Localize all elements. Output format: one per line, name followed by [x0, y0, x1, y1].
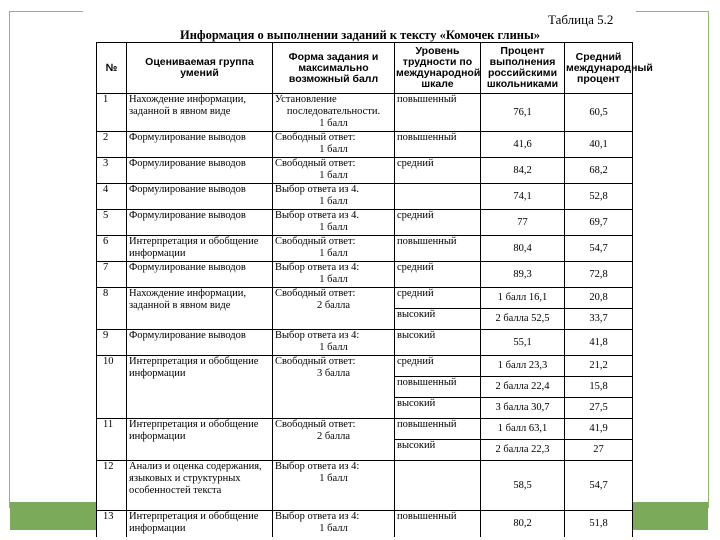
row-form	[273, 330, 395, 356]
row-number: 9	[97, 330, 127, 356]
table-title: Информация о выполнении заданий к тексту «Комочек глины»	[180, 28, 540, 42]
row-form-line: Выбор ответа из 4:	[275, 511, 360, 522]
row-skill: Нахождение информации, заданной в явном виде	[127, 288, 273, 330]
row-russian-pct: 55,1	[481, 330, 565, 356]
row-number: 12	[97, 461, 127, 511]
row-form	[273, 94, 395, 132]
row-russian-pct: 3 балла 30,7	[481, 398, 565, 419]
results-table	[96, 42, 653, 537]
table-row	[97, 461, 633, 511]
header-russian-pct: Процент выполнения российскими школьниками	[481, 43, 565, 94]
row-form	[273, 210, 395, 236]
row-form-line: Выбор ответа из 4:	[275, 262, 360, 273]
row-level: повышенный	[395, 132, 481, 158]
row-skill: Нахождение информации, заданной в явном виде	[127, 94, 273, 132]
row-number: 7	[97, 262, 127, 288]
footer-green-block-left	[10, 502, 96, 530]
row-level: высокий	[395, 309, 481, 330]
table-row	[97, 132, 633, 158]
table-row	[97, 330, 633, 356]
row-russian-pct: 2 балла 22,4	[481, 377, 565, 398]
row-number: 10	[97, 356, 127, 419]
footer-green-block-right	[632, 502, 708, 530]
row-form-line: 1 балл	[319, 248, 348, 259]
row-form-line: 2 балла	[316, 300, 351, 311]
row-form-line: последовательности.	[286, 106, 381, 117]
table-row	[97, 158, 633, 184]
row-form-line: 1 балл	[319, 523, 348, 534]
row-form-line: Свободный ответ:	[275, 288, 356, 299]
row-level	[395, 461, 481, 511]
row-skill: Интерпретация и обобщение информации	[127, 356, 273, 419]
row-form-line: 1 балл	[319, 144, 348, 155]
row-form	[273, 132, 395, 158]
row-form-line: 1 балл	[319, 342, 348, 353]
row-form-line: 1 балл	[319, 196, 348, 207]
frame-left-line	[9, 11, 10, 508]
row-intl-pct: 72,8	[565, 262, 633, 288]
row-form	[273, 236, 395, 262]
header-form: Форма задания и максимально возможный балл	[273, 43, 395, 94]
row-number: 3	[97, 158, 127, 184]
row-form-line: 1 балл	[319, 473, 348, 484]
table-row	[97, 94, 633, 132]
row-form-line: Выбор ответа из 4.	[275, 184, 360, 195]
row-skill: Интерпретация и обобщение информации	[127, 419, 273, 461]
row-number: 11	[97, 419, 127, 461]
row-number: 4	[97, 184, 127, 210]
header-skill: Оцениваемая группа умений	[127, 43, 273, 94]
row-intl-pct: 52,8	[565, 184, 633, 210]
header-num: №	[97, 43, 127, 94]
row-form-line: Выбор ответа из 4.	[275, 210, 360, 221]
row-form-line: 2 балла	[316, 431, 351, 442]
row-intl-pct: 54,7	[565, 236, 633, 262]
row-skill: Интерпретация и обобщение информации	[127, 511, 273, 537]
table-caption: Таблица 5.2	[548, 12, 614, 27]
row-level: повышенный	[395, 511, 481, 537]
row-russian-pct: 80,2	[481, 511, 565, 537]
row-skill: Формулирование выводов	[127, 262, 273, 288]
row-number: 8	[97, 288, 127, 330]
row-intl-pct: 68,2	[565, 158, 633, 184]
row-russian-pct: 77	[481, 210, 565, 236]
row-russian-pct: 2 балла 52,5	[481, 309, 565, 330]
row-form-line: Свободный ответ:	[275, 356, 356, 367]
frame-top-right-line	[636, 11, 709, 12]
row-form-line: Свободный ответ:	[275, 158, 356, 169]
row-form-line: Выбор ответа из 4:	[275, 461, 360, 472]
row-form	[273, 419, 395, 461]
row-russian-pct: 74,1	[481, 184, 565, 210]
row-intl-pct: 60,5	[565, 94, 633, 132]
row-form-line: Свободный ответ:	[275, 236, 356, 247]
header-level: Уровень трудности по международной шкале	[395, 43, 481, 94]
row-number: 5	[97, 210, 127, 236]
header-intl-pct: Средний международный процент	[565, 43, 633, 94]
row-intl-pct: 20,8	[565, 288, 633, 309]
row-level: средний	[395, 288, 481, 309]
row-form	[273, 511, 395, 537]
row-form	[273, 461, 395, 511]
row-form-line: Свободный ответ:	[275, 132, 356, 143]
row-intl-pct: 41,8	[565, 330, 633, 356]
row-form-line: Выбор ответа из 4:	[275, 330, 360, 341]
row-form-line: 1 балл	[319, 222, 348, 233]
row-russian-pct: 1 балл 16,1	[481, 288, 565, 309]
row-form-line: Установление	[275, 94, 337, 105]
row-level: высокий	[395, 398, 481, 419]
row-russian-pct: 84,2	[481, 158, 565, 184]
row-number: 1	[97, 94, 127, 132]
row-level: повышенный	[395, 94, 481, 132]
frame-right-line	[708, 11, 709, 508]
row-intl-pct: 33,7	[565, 309, 633, 330]
table-row	[97, 288, 633, 309]
row-intl-pct: 15,8	[565, 377, 633, 398]
row-russian-pct: 58,5	[481, 461, 565, 511]
row-number: 13	[97, 511, 127, 537]
row-level: средний	[395, 356, 481, 377]
frame-top-left-line	[9, 11, 83, 12]
row-intl-pct: 51,8	[565, 511, 633, 537]
row-level: средний	[395, 262, 481, 288]
row-russian-pct: 1 балл 23,3	[481, 356, 565, 377]
row-skill: Формулирование выводов	[127, 132, 273, 158]
row-skill: Формулирование выводов	[127, 210, 273, 236]
table-body	[97, 94, 633, 537]
row-skill: Анализ и оценка содержания, языковых и структурных особенностей текста	[127, 461, 273, 511]
row-intl-pct: 21,2	[565, 356, 633, 377]
row-russian-pct: 41,6	[481, 132, 565, 158]
row-skill: Формулирование выводов	[127, 330, 273, 356]
row-form-line: Свободный ответ:	[275, 419, 356, 430]
row-form	[273, 262, 395, 288]
row-intl-pct: 27	[565, 440, 633, 461]
row-form	[273, 158, 395, 184]
row-form	[273, 288, 395, 330]
row-level: повышенный	[395, 419, 481, 440]
row-form-line: 1 балл	[319, 170, 348, 181]
row-number: 2	[97, 132, 127, 158]
row-skill: Формулирование выводов	[127, 184, 273, 210]
table-row	[97, 262, 633, 288]
table-row	[97, 356, 633, 377]
row-level	[395, 184, 481, 210]
row-form-line: 3 балла	[316, 368, 351, 379]
table-row	[97, 511, 633, 537]
row-level: средний	[395, 158, 481, 184]
table-row	[97, 210, 633, 236]
row-intl-pct: 69,7	[565, 210, 633, 236]
row-intl-pct: 54,7	[565, 461, 633, 511]
table-row	[97, 236, 633, 262]
row-russian-pct: 80,4	[481, 236, 565, 262]
row-intl-pct: 27,5	[565, 398, 633, 419]
row-number: 6	[97, 236, 127, 262]
row-level: высокий	[395, 440, 481, 461]
row-skill: Формулирование выводов	[127, 158, 273, 184]
row-skill: Интерпретация и обобщение информации	[127, 236, 273, 262]
row-russian-pct: 89,3	[481, 262, 565, 288]
row-form-line: 1 балл	[319, 118, 348, 129]
row-russian-pct: 76,1	[481, 94, 565, 132]
row-form	[273, 184, 395, 210]
table-row	[97, 184, 633, 210]
row-intl-pct: 41,9	[565, 419, 633, 440]
table-row	[97, 419, 633, 440]
row-level: средний	[395, 210, 481, 236]
row-level: высокий	[395, 330, 481, 356]
row-level: повышенный	[395, 236, 481, 262]
row-russian-pct: 2 балла 22,3	[481, 440, 565, 461]
row-form	[273, 356, 395, 419]
row-level: повышенный	[395, 377, 481, 398]
row-form-line: 1 балл	[319, 274, 348, 285]
row-russian-pct: 1 балл 63,1	[481, 419, 565, 440]
row-intl-pct: 40,1	[565, 132, 633, 158]
